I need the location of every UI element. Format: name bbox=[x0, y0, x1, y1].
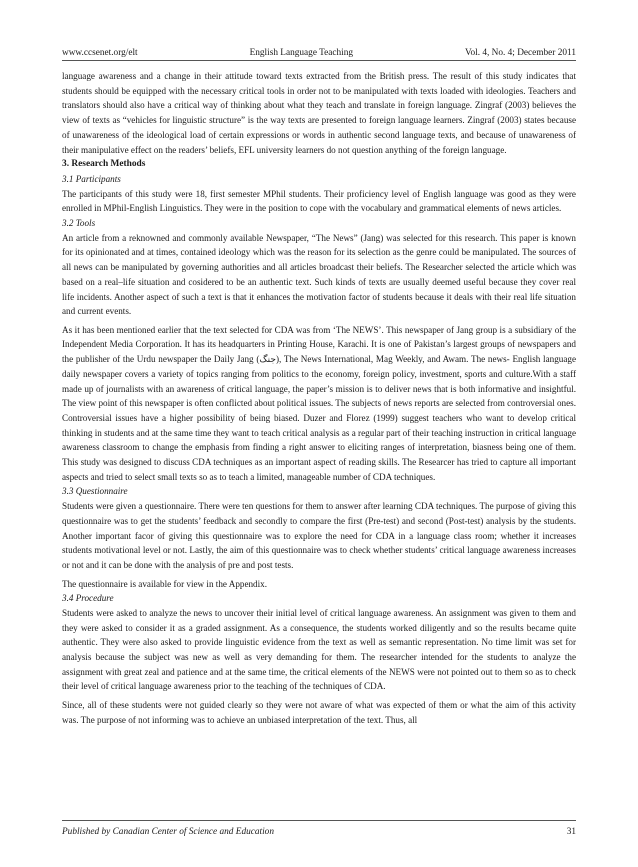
tools-paragraph-2: As it has been mentioned earlier that the text selected for CDA was from ‘The NEWS’. This newspaper of Jang group is a subsidiary of the Independent Media Corporation. It has its headquarters in Printing House, Karachi. It is one of Pakistan’s largest groups of newspapers and the publisher of the Urdu newspaper the Daily Jang (جنگ), The News International, Mag Weekly, and Awam. The news- English language daily newspaper covers a variety of topics ranging from politics to the economy, foreign policy, investment, sports and culture.With a staff made up of journalists with an awareness of critical language, the paper’s mission is to deliver news that is both informative and insightful. The view point of this newspaper is often conflicted about political issues. The subjects of news reports are selected from controversial ones. Controversial issues have a higher possibility of being biased. Duzer and Florez (1999) suggest teachers who want to develop critical thinking in students and at the same time they want to teach critical analysis as a regular part of their teaching instruction in critical language awareness classroom to change the emphasis from finding a right answer to eliciting ranges of interpretation, biasness being one of them. This study was designed to discuss CDA techniques as an important aspect of reading skills. The Researcer has tried to capture all important aspects and tried to select small texts so as to teach a limited, manageable number of CDA techniques. bbox=[62, 324, 576, 482]
subsection-heading-tools: 3.2 Tools bbox=[62, 218, 96, 229]
header-url: www.ccsenet.org/elt bbox=[62, 48, 138, 58]
procedure-paragraph-1: Students were asked to analyze the news to uncover their initial level of critical language awareness. An assignment was given to them and they were asked to consider it as a graded assignment. As a consequence, the students worked diligently and so the results became quite authentic. They were also asked to provide linguistic evidence from the text as well as semantic representation. No time limit was set for analysis because the subject was new as well as very demanding for them. The researcher intended for the students to analyze the assignment with great zeal and patience and at the same time, the critical elements of the NEWS were not pointed out to them so as to check their level of critical language awareness prior to the teaching of the techniques of CDA. bbox=[62, 607, 576, 692]
footer-page-number: 31 bbox=[566, 827, 576, 837]
intro-paragraph: language awareness and a change in their attitude toward texts extracted from the British press. The result of this study indicates that students should be equipped with the necessary critical tools in order not to be manipulated with texts loaded with ideologies. Teachers and translators should also have a critical way of thinking about what they teach and translate in foreign language. Zingraf (2003) believes the view of texts as “vehicles for linguistic structure” is the way texts are presented to foreign language learners. Zingraf (2003) states because of unawareness of the ideological load of certain expressions or words in authentic second language texts, and because of unawareness of their manipulative effect on the readers’ beliefs, EFL university learners do not question anything of the foreign language. bbox=[62, 71, 576, 155]
subsection-heading-procedure: 3.4 Procedure bbox=[62, 593, 114, 604]
page-footer bbox=[62, 827, 576, 837]
footer-divider bbox=[62, 820, 576, 821]
section-heading-research-methods: 3. Research Methods bbox=[62, 159, 146, 170]
header-divider bbox=[62, 60, 576, 61]
page-body bbox=[62, 69, 576, 727]
page-header bbox=[62, 44, 576, 58]
subsection-heading-questionnaire: 3.3 Questionnaire bbox=[62, 486, 128, 497]
questionnaire-paragraph-2: The questionnaire is available for view in the Appendix. bbox=[62, 578, 267, 589]
header-journal-title: English Language Teaching bbox=[249, 48, 354, 58]
tools-paragraph-1: An article from a reknowned and commonly available Newspaper, “The News” (Jang) was selected for this research. This paper is known for its opinionated and at times, contained ideology which was the reason for its selection as the genre could be manipulated. The sources of all news can be manipulated by governing authorities and all articles broadcast their beliefs. The Researcher selected the article which was based on a real–life situation and cosidered to be an authentic text. Such kinds of texts are usually deemed useful because they cover real life incidents. Another aspect of such a text is that it enhances the motivation factor of students because it deals with their real life situation and current events. bbox=[62, 232, 576, 317]
subsection-heading-participants: 3.1 Participants bbox=[62, 173, 121, 184]
header-volume-info: Vol. 4, No. 4; December 2011 bbox=[464, 48, 576, 58]
participants-paragraph: The participants of this study were 18, first semester MPhil students. Their proficiency level of English language was good as they were enrolled in MPhil-English Linguistics. They were in the position to cope with the vocabulary and grammatical elements of news articles. bbox=[62, 188, 576, 214]
procedure-paragraph-2: Since, all of these students were not guided clearly so they were not aware of what was expected of them or what the aim of this activity was. The purpose of not informing was to achieve an unbiased interpretation of the text. Thus, all bbox=[62, 699, 576, 725]
footer-publisher: Published by Canadian Center of Science and Education bbox=[62, 827, 274, 837]
questionnaire-paragraph-1: Students were given a questionnaire. There were ten questions for them to answer after learning CDA techniques. The purpose of giving this questionnaire was to get the students’ feedback and secondly to compare the first (Pre-test) and second (Post-test) analysis by the students. Another important facor of giving this questionnaire was to explore the need for CDA in a language class room; whether it increases students motivational level or not. Lastly, the aim of this questionnaire was to check whether students’ critical language awareness increases or not and it can be done with the analysis of pre and post tests. bbox=[62, 501, 576, 570]
